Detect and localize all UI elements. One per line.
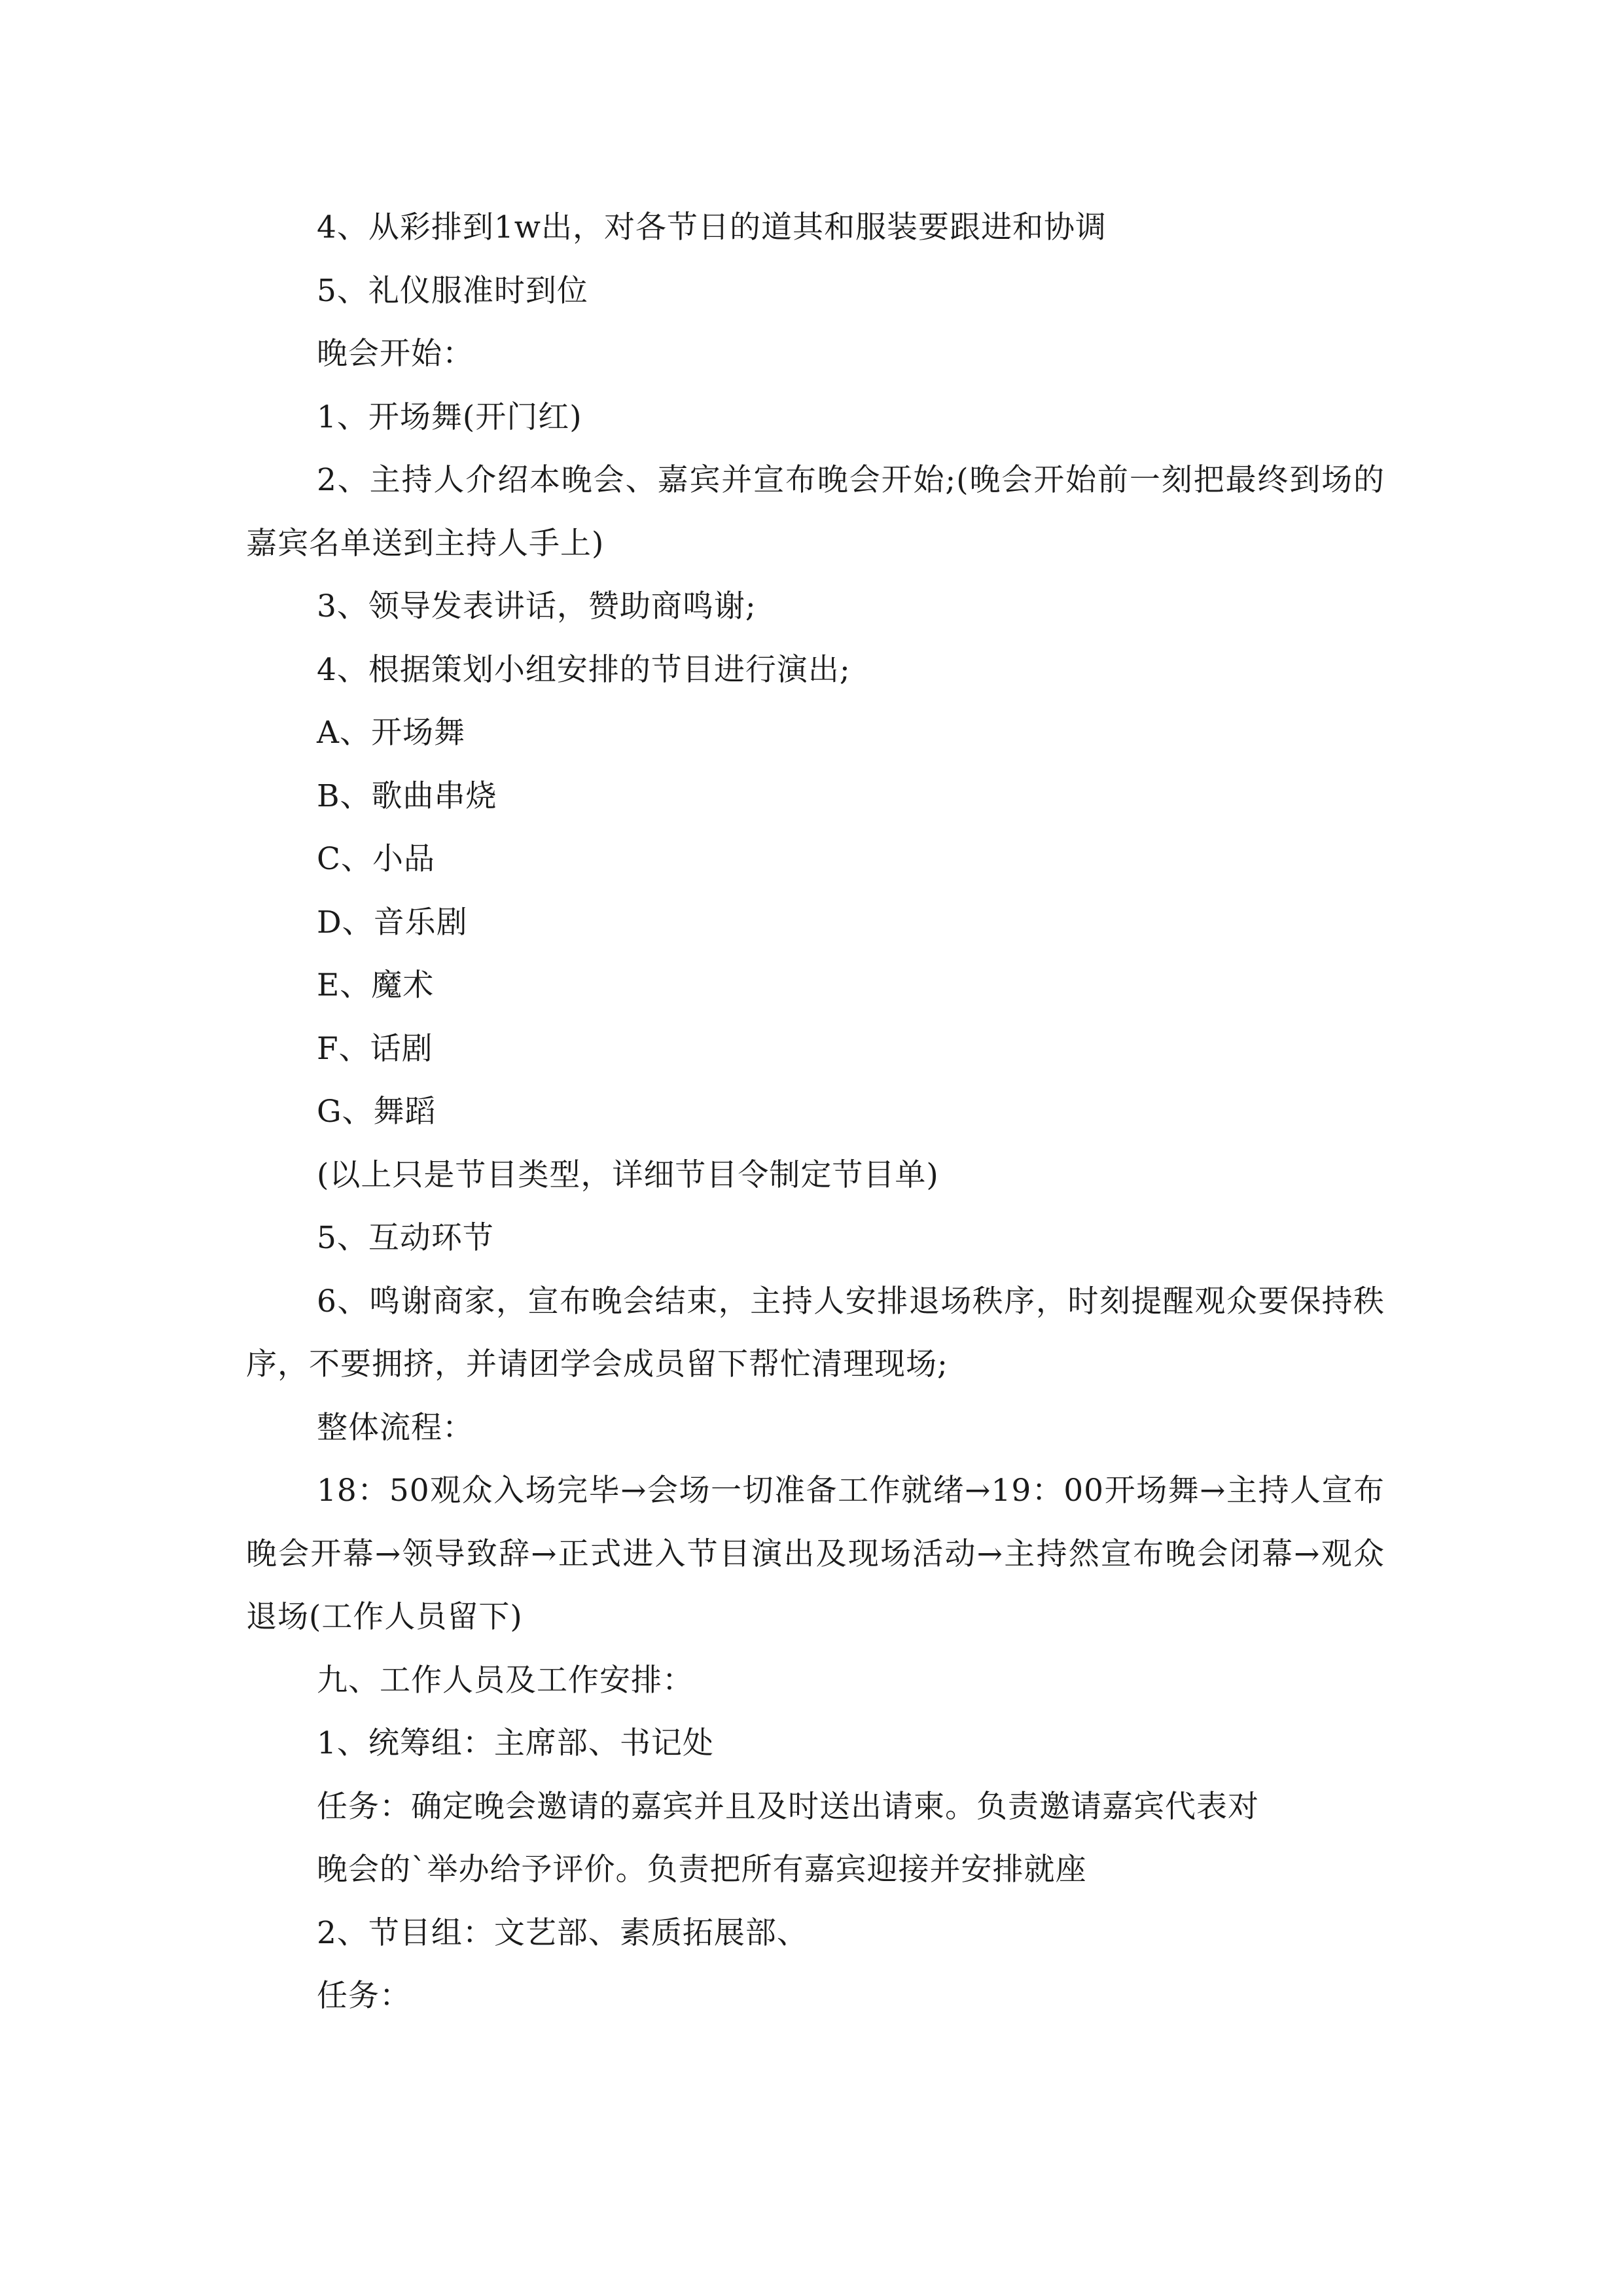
paragraph-interaction: 5、互动环节 bbox=[317, 1220, 494, 1256]
paragraph-host-intro: 2、主持人介绍本晚会、嘉宾并宣布晚会开始;(晚会开始前一刻把最终到场的嘉宾名单送到主持人手上) bbox=[246, 462, 1385, 562]
paragraph-overall-flow: 18：50观众入场完毕→会场一切准备工作就绪→19：00开场舞→主持人宣布晚会开幕→领导致辞→正式进入节目演出及现场活动→主持然宣布晚会闭幕→观众退场(工作人员留下) bbox=[246, 1473, 1385, 1635]
list-item-program-b: B、歌曲串烧 bbox=[317, 778, 497, 814]
paragraph-performances: 4、根据策划小组安排的节目进行演出; bbox=[317, 651, 851, 688]
paragraph-program-task: 任务： bbox=[317, 1978, 411, 2014]
paragraph-etiquette: 5、礼仪服准时到位 bbox=[317, 272, 588, 309]
list-item-program-d: D、音乐剧 bbox=[317, 904, 468, 941]
list-item-program-g: G、舞蹈 bbox=[317, 1094, 437, 1130]
paragraph-opening-dance: 1、开场舞(开门红) bbox=[317, 399, 582, 435]
paragraph-coordination-task-1: 任务：确定晚会邀请的嘉宾并且及时送出请柬。负责邀请嘉宾代表对 bbox=[317, 1788, 1259, 1825]
paragraph-program-group: 2、节目组：文艺部、素质拓展部、 bbox=[317, 1914, 808, 1951]
document-body bbox=[246, 196, 1385, 2028]
list-item-program-f: F、话剧 bbox=[317, 1030, 433, 1067]
section-heading-staff: 九、工作人员及工作安排： bbox=[317, 1662, 694, 1698]
paragraph-coordination-task-2: 晚会的`举办给予评价。负责把所有嘉宾迎接并安排就座 bbox=[317, 1852, 1087, 1888]
list-item-program-a: A、开场舞 bbox=[317, 715, 465, 751]
paragraph-closing: 6、鸣谢商家，宣布晚会结束，主持人安排退场秩序，时刻提醒观众要保持秩序，不要拥挤，并请团学会成员留下帮忙清理现场; bbox=[246, 1283, 1385, 1382]
paragraph-coordination-group: 1、统筹组：主席部、书记处 bbox=[317, 1725, 714, 1761]
paragraph-gala-start: 晚会开始： bbox=[317, 336, 474, 372]
paragraph-leader-speech: 3、领导发表讲话，赞助商鸣谢; bbox=[317, 588, 757, 624]
list-item-program-e: E、魔术 bbox=[317, 967, 435, 1003]
paragraph-program-note: (以上只是节目类型，详细节目令制定节目单) bbox=[317, 1157, 939, 1193]
paragraph-overall-flow-heading: 整体流程： bbox=[317, 1409, 474, 1446]
paragraph-rehearsal-props: 4、从彩排到1w出，对各节日的道其和服装要跟进和协调 bbox=[317, 209, 1107, 245]
list-item-program-c: C、小品 bbox=[317, 841, 435, 877]
